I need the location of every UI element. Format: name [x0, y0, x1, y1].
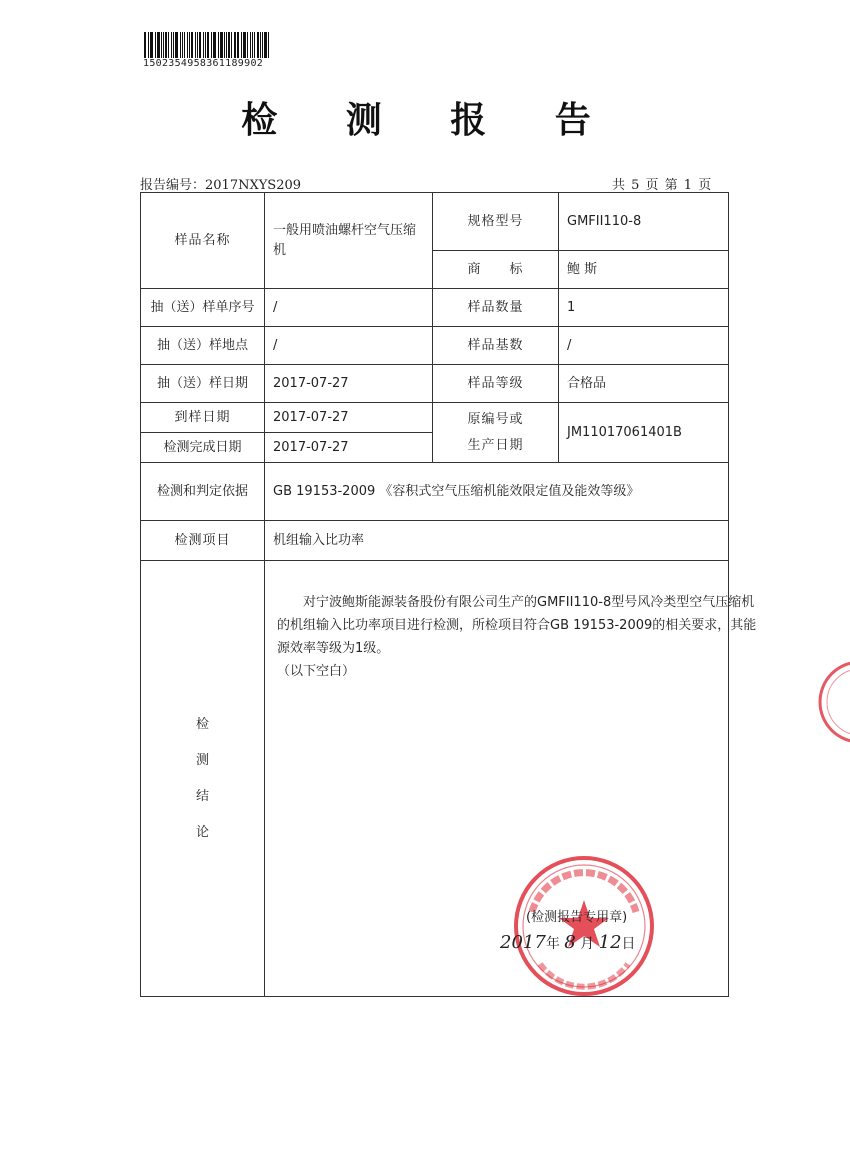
barcode-bar [226, 32, 227, 58]
barcode-bar [187, 32, 189, 58]
orig-no-value: JM11017061401B [559, 403, 729, 463]
barcode-bar [247, 32, 248, 58]
barcode-bar [203, 32, 204, 58]
date-year-unit: 年 [545, 936, 560, 952]
barcode-bar [211, 32, 212, 58]
barcode-bar [151, 32, 153, 58]
edge-seal [816, 652, 850, 752]
conclusion-char-1: 检 [195, 716, 209, 732]
sample-name-value: 一般用喷油螺杆空气压缩机 [265, 193, 433, 289]
quantity-label: 样品数量 [433, 289, 559, 327]
orig-no-label-line2: 生产日期 [467, 437, 524, 453]
barcode-bar [157, 32, 160, 58]
barcode-bar [224, 32, 225, 58]
item-label: 检测项目 [141, 521, 265, 561]
barcode-bar [161, 32, 162, 58]
conclusion-text [277, 591, 767, 683]
barcode-bar [262, 32, 263, 58]
barcode-bar [214, 32, 216, 58]
report-number-label: 报告编号： [140, 178, 206, 193]
grade-value: 合格品 [559, 365, 729, 403]
barcode-bar [168, 32, 169, 58]
model-value: GMFII110-8 [559, 193, 729, 251]
barcode-bar [234, 32, 236, 58]
sample-name-label: 样品名称 [141, 193, 265, 289]
conclusion-paragraph: 对宁波鲍斯能源装备股份有限公司生产的GMFII110-8型号风冷类型空气压缩机的机组输入比功率项目进行检测，所检项目符合GB 19153-2009的相关要求，其能源效率等级为1级。 [277, 595, 757, 656]
barcode-bar [197, 32, 198, 58]
barcode-bar [171, 32, 172, 58]
finish-label: 检测完成日期 [141, 433, 265, 463]
finish-value: 2017-07-27 [265, 433, 433, 463]
barcode-bar [268, 32, 269, 58]
barcode-bar [144, 32, 146, 58]
barcode-bar [207, 32, 209, 58]
barcode-bar [195, 32, 196, 58]
barcode-bar [165, 32, 167, 58]
barcode-bar [237, 32, 238, 58]
location-label: 抽（送）样地点 [141, 327, 265, 365]
date-year: 2017 [500, 932, 546, 953]
barcode-bar [148, 32, 149, 58]
date-month-unit: 月 [580, 936, 595, 952]
barcode-bar [205, 32, 206, 58]
base-value: / [559, 327, 729, 365]
brand-label: 商 标 [433, 251, 559, 289]
basis-label: 检测和判定依据 [141, 463, 265, 521]
barcode-bar [173, 32, 175, 58]
grade-label: 样品等级 [433, 365, 559, 403]
report-number [140, 174, 301, 193]
barcode-bar [260, 32, 261, 58]
location-value: / [265, 327, 433, 365]
barcode-bar [252, 32, 253, 58]
orig-no-label-line1: 原编号或 [467, 411, 524, 427]
base-label: 样品基数 [433, 327, 559, 365]
basis-value: GB 19153-2009 《容积式空气压缩机能效限定值及能效等级》 [265, 463, 729, 521]
date-sampled-value: 2017-07-27 [265, 365, 433, 403]
date-month: 8 [564, 932, 576, 953]
barcode-bar [264, 32, 267, 58]
barcode-number: 150235495836118990​2 [143, 58, 264, 69]
page-title: 检 测 报 告 [241, 99, 619, 141]
barcode-bar [241, 32, 242, 58]
official-seal [510, 852, 658, 1000]
orig-no-label [433, 403, 559, 463]
barcode-bar [182, 32, 183, 58]
brand-value: 鲍 斯 [559, 251, 729, 289]
model-label: 规格型号 [433, 193, 559, 251]
conclusion-cell [265, 561, 757, 997]
barcode-bar [175, 32, 178, 58]
barcode-bar [220, 32, 223, 58]
arrival-value: 2017-07-27 [265, 403, 433, 433]
arrival-label: 到样日期 [141, 403, 265, 433]
seal-label: (检测报告专用章) [526, 910, 628, 925]
date-day: 12 [598, 932, 622, 953]
barcode-bar [150, 32, 151, 58]
barcode [144, 32, 270, 58]
barcode-bar [257, 32, 259, 58]
barcode-bar [180, 32, 181, 58]
barcode-bar [228, 32, 230, 58]
date-sampled-label: 抽（送）样日期 [141, 365, 265, 403]
sample-no-value: / [265, 289, 433, 327]
barcode-bar [243, 32, 246, 58]
conclusion-char-3: 结 [195, 788, 209, 804]
barcode-bar [199, 32, 202, 58]
quantity-value: 1 [559, 289, 729, 327]
barcode-bar [191, 32, 193, 58]
date-day-unit: 日 [621, 936, 636, 952]
barcode-bar [218, 32, 219, 58]
conclusion-label [141, 561, 265, 997]
barcode-bar [231, 32, 232, 58]
conclusion-blank-note: （以下空白） [277, 664, 356, 679]
barcode-bar [250, 32, 252, 58]
signature-date [500, 932, 636, 953]
barcode-bar [163, 32, 164, 58]
conclusion-char-4: 论 [195, 824, 209, 840]
page-info: 共 5 页 第 1 页 [612, 178, 712, 193]
sample-no-label: 抽（送）样单序号 [141, 289, 265, 327]
barcode-bar [213, 32, 214, 58]
barcode-bar [189, 32, 190, 58]
barcode-bar [238, 32, 239, 58]
conclusion-char-2: 测 [195, 752, 209, 768]
item-value: 机组输入比功率 [265, 521, 729, 561]
barcode-bar [184, 32, 185, 58]
barcode-bar [155, 32, 156, 58]
report-number-value: 2017NXYS209 [205, 178, 302, 193]
barcode-bar [254, 32, 255, 58]
